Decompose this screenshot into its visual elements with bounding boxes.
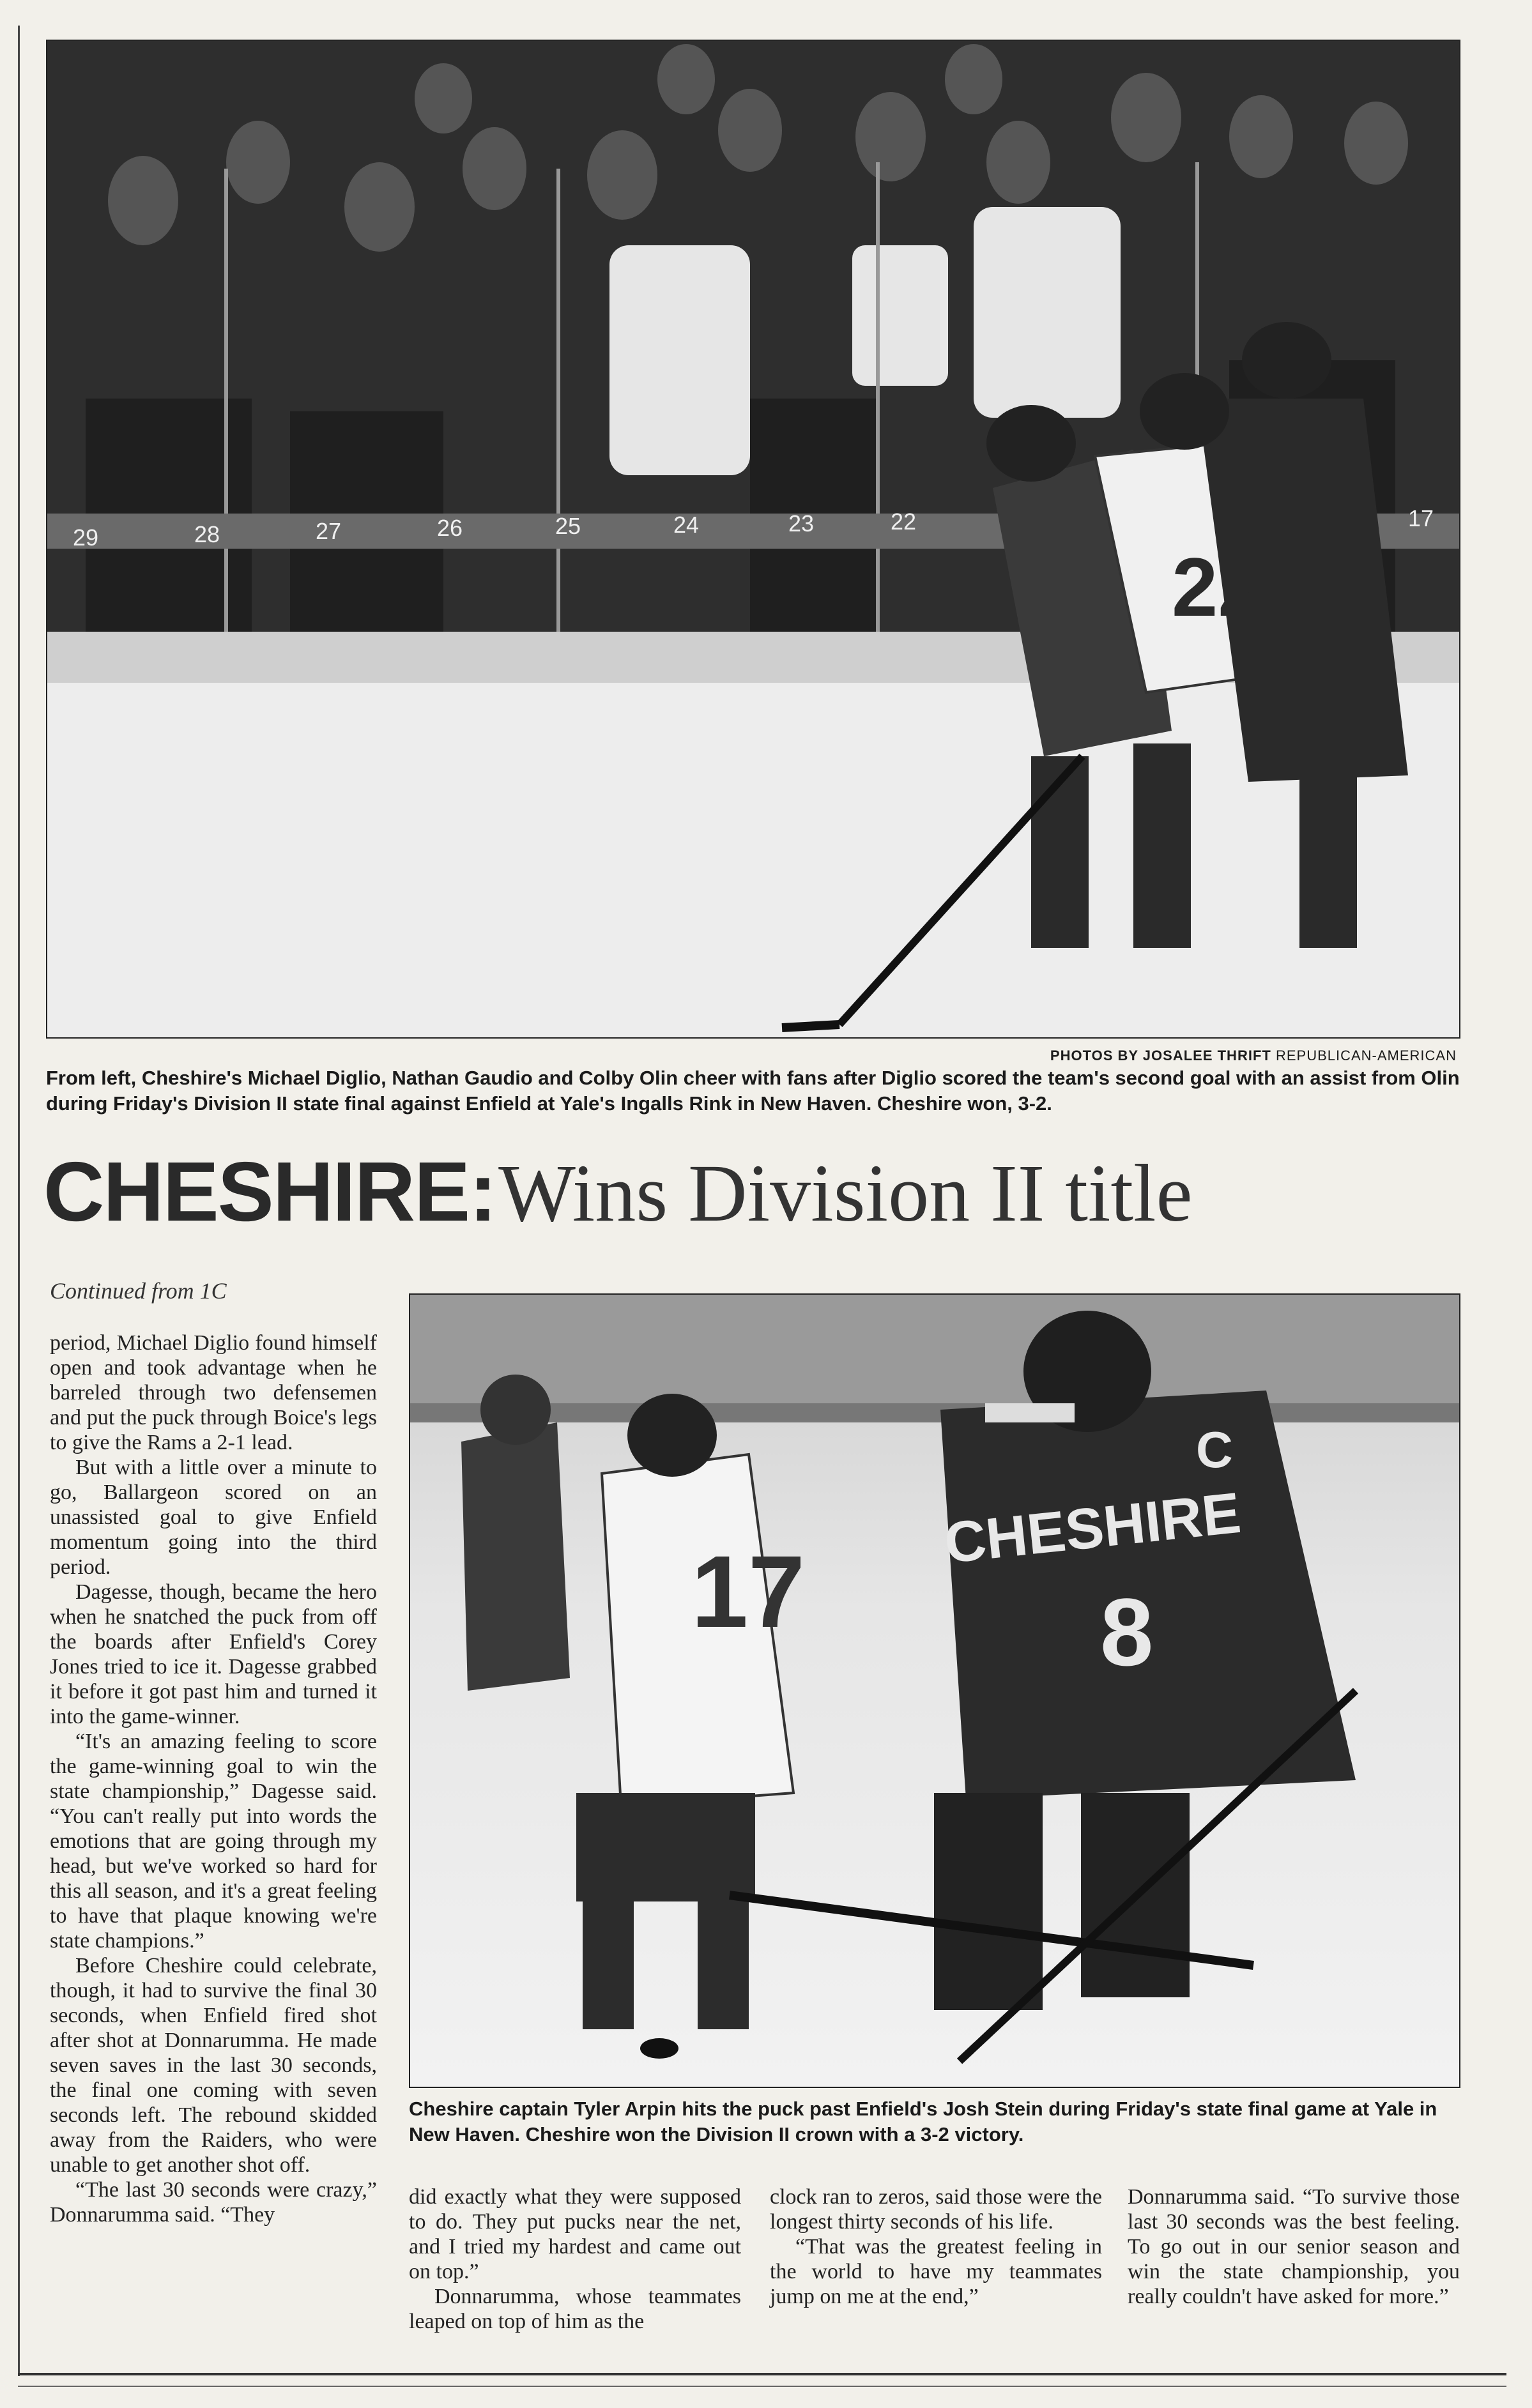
- bottom-photo: [409, 1293, 1460, 2088]
- paragraph: Dagesse, though, became the hero when he snatched the puck from off the boards after Enfield's Corey Jones tried to ice it. Dagesse grabbed it before it got past him and turned it into the game-winner.: [50, 1580, 377, 1728]
- paragraph: Before Cheshire could celebrate, though, it had to survive the final 30 seconds, when Enfield fired shot after shot at Donnarumma. He made seven saves in the last 30 seconds, the final one coming with seven seconds left. The rebound skidded away from the Raiders, who were unable to get another shot off.: [50, 1954, 377, 2177]
- article-column-2: [409, 2184, 741, 2334]
- board-number: 29: [73, 524, 99, 551]
- player-jersey-number: 22: [1172, 540, 1264, 634]
- board-number: 26: [437, 515, 463, 541]
- opponent-jersey-number: 17: [691, 1534, 805, 1649]
- paragraph: “It's an amazing feeling to score the game-winning goal to win the state championship,” Dagesse said. “You can't really put into words the emotions that are going through my head, but we've worked so hard for this all season, and it's a great feeling to have that plaque knowing we're state champions.”: [50, 1730, 377, 1953]
- top-photo: [46, 40, 1460, 1039]
- board-number: 17: [1408, 505, 1434, 531]
- photo-credit: [1029, 1048, 1457, 1064]
- paragraph: Donnarumma said. “To survive those last 30 seconds was the best feeling. To go out in our senior season and win the state championship, you really couldn't have asked for more.”: [1128, 2185, 1460, 2308]
- bottom-rule-thin: [18, 2386, 1506, 2387]
- paragraph: period, Michael Diglio found himself open and took advantage when he barreled through two defensemen and put the puck through Boice's legs to give the Rams a 2-1 lead.: [50, 1331, 377, 1454]
- bottom-photo-caption: Cheshire captain Tyler Arpin hits the puck past Enfield's Josh Stein during Friday's state final game at Yale in New Haven. Cheshire won the Division II crown with a 3-2 victory.: [409, 2098, 1437, 2145]
- paragraph: “That was the greatest feeling in the world to have my teammates jump on me at the end,”: [770, 2235, 1102, 2308]
- paragraph: “The last 30 seconds were crazy,” Donnarumma said. “They: [50, 2178, 377, 2227]
- left-column-rule: [18, 26, 20, 2376]
- article-column-4: [1128, 2184, 1460, 2309]
- article-column-3: [770, 2184, 1102, 2309]
- bottom-rule: [18, 2373, 1506, 2375]
- headline-kicker: CHESHIRE:: [43, 1145, 496, 1238]
- paragraph: clock ran to zeros, said those were the longest thirty seconds of his life.: [770, 2185, 1102, 2234]
- paragraph: But with a little over a minute to go, Ballargeon scored on an unassisted goal to give Enfield momentum going into the third period.: [50, 1456, 377, 1579]
- headline-main: Wins Division II title: [498, 1148, 1193, 1238]
- paragraph: did exactly what they were supposed to do. They put pucks near the net, and I tried my hardest and came out on top.”: [409, 2185, 741, 2283]
- board-number: 24: [673, 512, 700, 538]
- headline: [43, 1143, 1487, 1252]
- top-photo-caption: From left, Cheshire's Michael Diglio, Nathan Gaudio and Colby Olin cheer with fans after Diglio scored the team's second goal with an assist from Olin during Friday's Division II state final against Enfield at Yale's Ingalls Rink in New Haven. Cheshire won, 3-2.: [46, 1067, 1460, 1115]
- board-number: 23: [788, 510, 815, 537]
- board-number: 22: [891, 508, 917, 535]
- jersey-team-name: CHESHIRE: [941, 1481, 1244, 1576]
- photo-credit-org: REPUBLICAN-AMERICAN: [1275, 1048, 1457, 1063]
- board-number: 28: [194, 521, 220, 547]
- board-number: 27: [316, 518, 342, 544]
- continued-from: Continued from 1C: [50, 1278, 227, 1304]
- paragraph: Donnarumma, whose teammates leaped on top of him as the: [409, 2285, 741, 2333]
- hockey-action-illustration: [410, 1295, 1459, 2087]
- captain-jersey-number: 8: [1100, 1578, 1154, 1686]
- article-column-1: [50, 1330, 377, 2227]
- board-number: 25: [555, 513, 581, 539]
- celebration-photo-illustration: [47, 41, 1459, 1037]
- photo-credit-label: PHOTOS BY JOSALEE THRIFT: [1050, 1048, 1271, 1063]
- captain-letter: C: [1196, 1421, 1233, 1478]
